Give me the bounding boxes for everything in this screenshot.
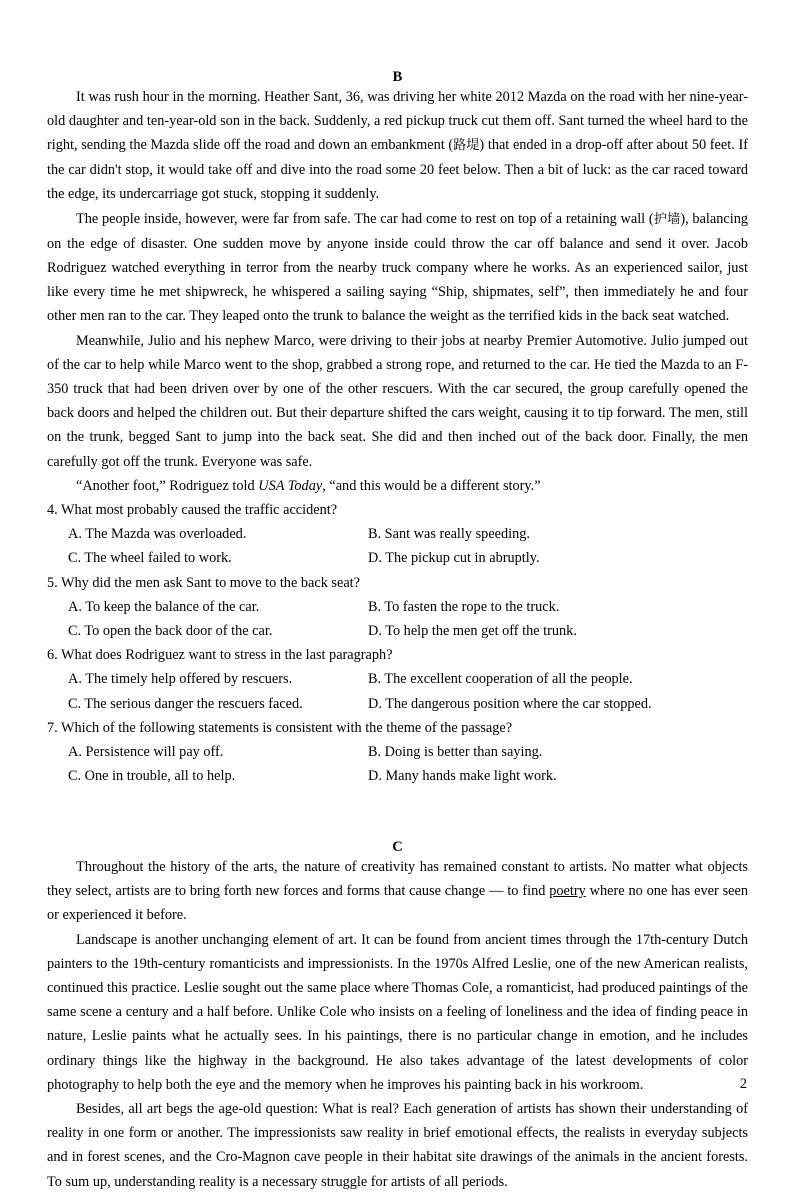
section-gap-spacer bbox=[47, 788, 748, 840]
section-heading-c: C bbox=[392, 839, 403, 856]
question-6-stem: 6. What does Rodriguez want to stress in the last paragraph? bbox=[47, 647, 393, 664]
passage-c-paragraph-3 bbox=[47, 1097, 748, 1194]
text-run-normal: Besides, all art begs the age-old question: What is real? Each generation of artists has shown their understanding of reality in one form or another. The impressionists saw reality in brief emotional effects, the realists in everyday subjects and in forest scenes, and the Cro-Magnon cave people in their habitat site drawings of the animals in the ancient forests. To sum up, understanding reality is a necessary struggle for artists of all periods. bbox=[47, 1100, 748, 1190]
passage-b-paragraph-2 bbox=[47, 207, 748, 329]
text-run-normal: , “and this would be a different story.” bbox=[322, 477, 541, 494]
text-run-normal: Landscape is another unchanging element of art. It can be found from ancient times through the 17th-century Dutch painters to the 19th-century romanticists and impressionists. In the 1970s Alfred Leslie, one of the new American realists, continued this practice. Leslie sought out the same place where Thomas Cole, a romanticist, had produced paintings of the same scene a century and a half before. Unlike Cole who insists on a feeling of loneliness and the idea of finding peace in nature, Leslie paints what he actually sees. In his paintings, there is no particular change in emotion, and he includes ordinary things like the highway in the background. He also takes advantage of the latest developments of color photography to help both the eye and the memory when he improves his painting back in his workroom. bbox=[47, 931, 748, 1093]
text-run-italic: USA Today bbox=[258, 477, 323, 494]
text-run-normal: Throughout the history of the arts, the nature of creativity has remained constant to artists. No matter what objects they select, artists are to bring forth new forces and forms that cause change — to find bbox=[47, 858, 748, 900]
question-6-option-d[interactable]: D. The dangerous position where the car stopped. bbox=[368, 695, 652, 712]
question-7-stem: 7. Which of the following statements is consistent with the theme of the passage? bbox=[47, 719, 513, 736]
question-6-option-a[interactable]: A. The timely help offered by rescuers. bbox=[68, 671, 293, 688]
question-5-options-row-1 bbox=[47, 595, 748, 619]
passage-b-paragraph-4 bbox=[47, 474, 748, 498]
section-heading-b: B bbox=[392, 69, 403, 85]
question-7-option-b[interactable]: B. Doing is better than saying. bbox=[368, 743, 543, 760]
text-run-normal: ), balancing on the edge of disaster. One sudden move by anyone inside could throw the car off balance and send it over. Jacob Rodriguez watched everything in terror from the nearby truck company where he works. As an experienced sailor, just like every time he met shipwreck, he whispered a sailing saying “Ship, shipmates, self”, then immediately he and four other men ran to the car. They leaped onto the trunk to balance the weight as the terrified kids in the back seat watched. bbox=[47, 210, 749, 325]
text-run-normal: Meanwhile, Julio and his nephew Marco, were driving to their jobs at nearby Premier Automotive. Julio jumped out of the car to help while Marco went to the shop, grabbed a strong rope, and returned to the car. He tied the Mazda to an F-350 truck that had been driven over by one of the other rescuers. With the car secured, the group carefully opened the back doors and helped the children out. But their departure shifted the cars weight, causing it to tip forward. The men, still on the trunk, begged Sant to jump into the back seat. She did and then inched out of the back door. Finally, the men carefully got off the trunk. Everyone was safe. bbox=[47, 332, 748, 470]
passage-c-paragraph-1 bbox=[47, 855, 748, 928]
document-page bbox=[47, 0, 749, 1190]
question-5-option-a[interactable]: A. To keep the balance of the car. bbox=[68, 598, 260, 615]
question-4-option-c[interactable]: C. The wheel failed to work. bbox=[68, 550, 232, 567]
page-number: 2 bbox=[739, 1076, 747, 1092]
text-run-underline[interactable]: poetry bbox=[549, 883, 586, 900]
question-6-option-b[interactable]: B. The excellent cooperation of all the people. bbox=[368, 671, 633, 688]
text-run-cn: 护墙 bbox=[653, 211, 681, 227]
text-run-normal: It was rush hour in the morning. Heather Sant, 36, was driving her white 2012 Mazda on the road with her nine-year-old daughter and ten-year-old son in the back. Suddenly, a red pickup truck cut them off. Sant turned the wheel hard to the right, sending the Mazda slide off the road and down an embankment ( bbox=[47, 88, 748, 153]
question-5-stem: 5. Why did the men ask Sant to move to the back seat? bbox=[47, 574, 361, 591]
top-margin-spacer bbox=[47, 0, 748, 70]
question-5-option-d[interactable]: D. To help the men get off the trunk. bbox=[368, 622, 577, 639]
question-4-option-d[interactable]: D. The pickup cut in abruptly. bbox=[368, 550, 540, 567]
text-run-normal: ) that ended in a drop-off after about 50 feet. If the car didn't stop, it would take off and dive into the road some 20 feet below. Then a bit of luck: as the car raced toward the edge, its undercarriage got stuck, stopping it suddenly. bbox=[47, 136, 748, 203]
question-7-options-row-1 bbox=[47, 740, 748, 764]
text-run-normal: The people inside, however, were far from safe. The car had come to rest on top of a retaining wall ( bbox=[76, 210, 654, 227]
question-4-options-row-2 bbox=[47, 546, 748, 570]
text-run-cn: 路堤 bbox=[453, 137, 480, 153]
question-4-option-b[interactable]: B. Sant was really speeding. bbox=[368, 526, 530, 543]
question-4-option-a[interactable]: A. The Mazda was overloaded. bbox=[68, 526, 247, 543]
question-4-stem: 4. What most probably caused the traffic accident? bbox=[47, 501, 338, 518]
text-run-normal: “Another foot,” Rodriguez told bbox=[76, 477, 259, 494]
question-7-options-row-2 bbox=[47, 764, 748, 788]
question-7-option-a[interactable]: A. Persistence will pay off. bbox=[68, 743, 224, 760]
question-6-options-row-1 bbox=[47, 667, 748, 691]
passage-b-paragraph-3 bbox=[47, 329, 748, 474]
question-5-option-c[interactable]: C. To open the back door of the car. bbox=[68, 622, 273, 639]
passage-b-paragraph-1 bbox=[47, 85, 748, 207]
question-5-option-b[interactable]: B. To fasten the rope to the truck. bbox=[368, 598, 560, 615]
question-6-option-c[interactable]: C. The serious danger the rescuers faced. bbox=[68, 695, 303, 712]
question-5-options-row-2 bbox=[47, 619, 748, 643]
question-7-option-c[interactable]: C. One in trouble, all to help. bbox=[68, 768, 236, 785]
text-run-normal: where no one has ever seen or experienced it before. bbox=[47, 883, 748, 924]
question-6-options-row-2 bbox=[47, 692, 748, 716]
passage-c-paragraph-2 bbox=[47, 928, 748, 1097]
question-4-options-row-1 bbox=[47, 522, 748, 546]
question-7-option-d[interactable]: D. Many hands make light work. bbox=[368, 768, 557, 785]
